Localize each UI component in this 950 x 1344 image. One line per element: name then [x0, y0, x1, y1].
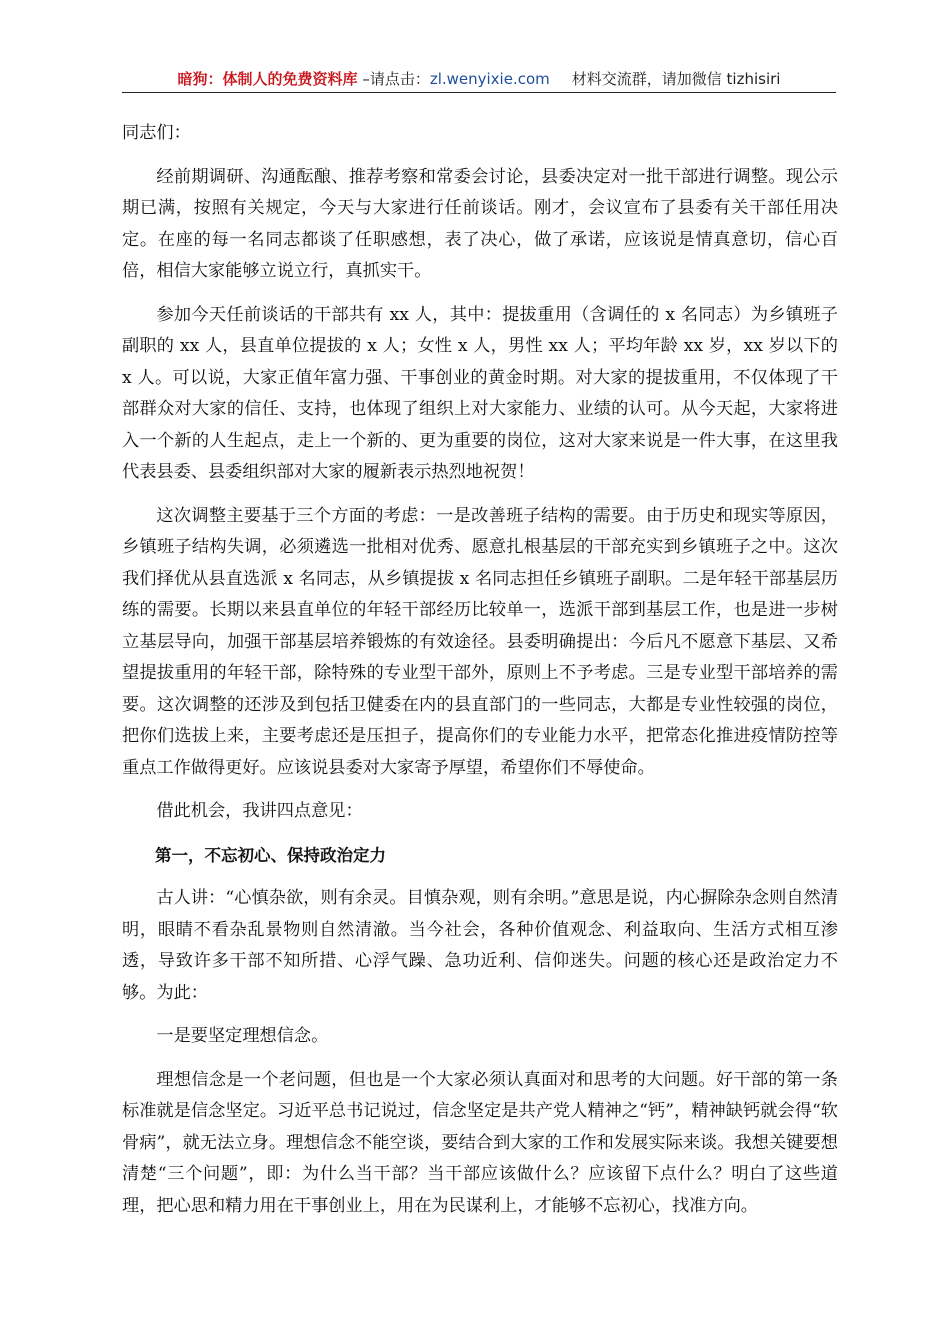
header-link[interactable]: zl.wenyixie.com — [429, 70, 550, 88]
paragraph: 经前期调研、沟通酝酿、推荐考察和常委会讨论，县委决定对一批干部进行调整。现公示期已满，按照有关规定，今天与大家进行任前谈话。刚才，会议宣布了县委有关干部任用决定。在座的每一名同志都谈了任职感想，表了决心，做了承诺，应该说是情真意切，信心百倍，相信大家能够立说立行，真抓实干。 — [122, 166, 838, 281]
document-body — [122, 118, 838, 1234]
page-header — [122, 66, 836, 93]
section-heading: 第一，不忘初心、保持政治定力 — [155, 845, 386, 865]
paragraph: 一是要坚定理想信念。 — [156, 1026, 329, 1046]
paragraph: 参加今天任前谈话的干部共有 xx 人，其中：提拔重用（含调任的 x 名同志）为乡镇班子副职的 xx 人，县直单位提拔的 x 人；女性 x 人，男性 xx 人；平均年龄 xx 岁，xx 岁以下的 x 人。可以说，大家正值年富力强、干事创业的黄金时期。对大家的提拔重用，不仅体现了干部群众对大家的信任、支持，也体现了组织上对大家能力、业绩的认可。从今天起，大家将进入一个新的人生起点，走上一个新的、更为重要的岗位，这对大家来说是一件大事，在这里我代表县委、县委组织部对大家的履新表示热烈地祝贺！ — [122, 304, 838, 482]
header-brand: 暗狗：体制人的免费资料库 — [177, 70, 358, 88]
paragraph: 古人讲：“心慎杂欲，则有余灵。目慎杂观，则有余明。”意思是说，内心摒除杂念则自然清明，眼睛不看杂乱景物则自然清澈。当今社会，各种价值观念、利益取向、生活方式相互渗透，导致许多干部不知所措、心浮气躁、急功近利、信仰迷失。问题的核心还是政治定力不够。为此： — [122, 888, 838, 1003]
paragraph: 借此机会，我讲四点意见： — [156, 801, 363, 821]
header-click-prompt: –请点击： — [357, 70, 430, 88]
paragraph: 理想信念是一个老问题，但也是一个大家必须认真面对和思考的大问题。好干部的第一条标准就是信念坚定。习近平总书记说过，信念坚定是共产党人精神之“钙”，精神缺钙就会得“软骨病”，就无法立身。理想信念不能空谈，要结合到大家的工作和发展实际来谈。我想关键要想清楚“三个问题”，即：为什么当干部？当干部应该做什么？应该留下点什么？明白了这些道理，把心思和精力用在干事创业上，用在为民谋利上，才能够不忘初心，找准方向。 — [122, 1069, 838, 1216]
salutation: 同志们： — [122, 123, 191, 143]
paragraph: 这次调整主要基于三个方面的考虑：一是改善班子结构的需要。由于历史和现实等原因，乡镇班子结构失调，必须遴选一批相对优秀、愿意扎根基层的干部充实到乡镇班子之中。这次我们择优从县直选派 x 名同志，从乡镇提拔 x 名同志担任乡镇班子副职。二是年轻干部基层历练的需要。长期以来县直单位的年轻干部经历比较单一，选派干部到基层工作，也是进一步树立基层导向，加强干部基层培养锻炼的有效途径。县委明确提出：今后凡不愿意下基层、又希望提拔重用的年轻干部，除特殊的专业型干部外，原则上不予考虑。三是专业型干部培养的需要。这次调整的还涉及到包括卫健委在内的县直部门的一些同志，大都是专业性较强的岗位，把你们选拔上来，主要考虑还是压担子，提高你们的专业能力水平，把常态化推进疫情防控等重点工作做得更好。应该说县委对大家寄予厚望，希望你们不辱使命。 — [122, 505, 838, 778]
header-wechat: 材料交流群，请加微信 tizhisiri — [571, 70, 781, 88]
